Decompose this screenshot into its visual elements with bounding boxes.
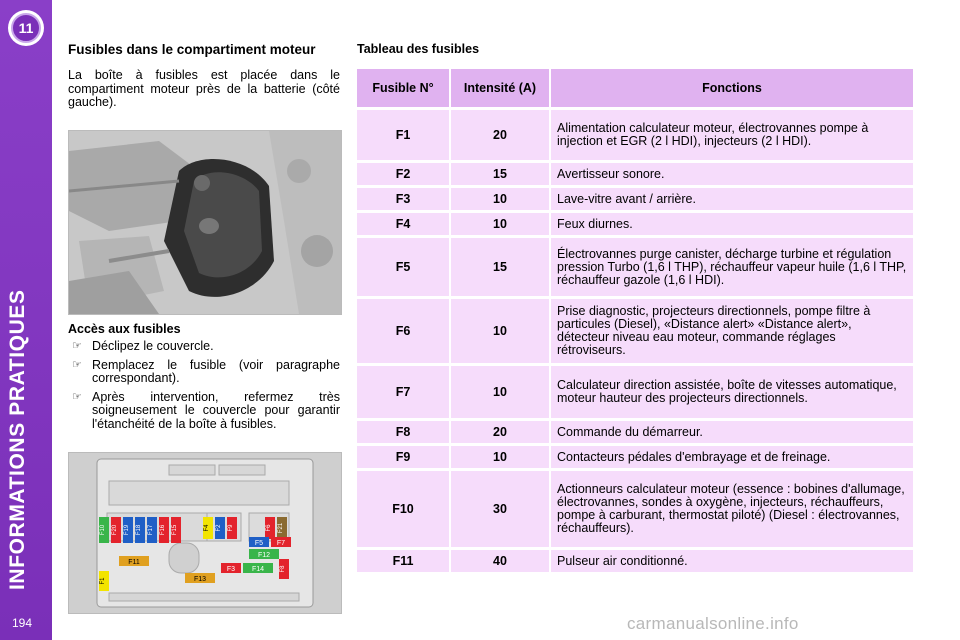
fuse-number: F3	[357, 188, 451, 210]
fuse-function: Électrovannes purge canister, décharge turbine et régulation pression Turbo (1,6 l THP), réchauffeur vapeur huile (1,6 l THP, réchauffeur gazole (1,6 l HDI).	[551, 238, 915, 296]
fuse-function: Commande du démarreur.	[551, 421, 915, 443]
table-header-row	[357, 69, 915, 107]
fuse-amperage: 10	[451, 188, 551, 210]
access-step: ☞ Remplacez le fusible (voir paragraphe correspondant).	[72, 357, 340, 385]
fuse-table	[357, 66, 915, 575]
svg-text:F16: F16	[160, 524, 166, 536]
fuse-rows	[357, 110, 915, 572]
fuse-f9	[227, 517, 237, 539]
fuse-number: F1	[357, 110, 451, 160]
svg-text:F11: F11	[128, 559, 140, 566]
fuse-f5	[249, 537, 269, 547]
fuse-f3	[221, 563, 241, 573]
svg-text:F5: F5	[254, 540, 264, 547]
table-row	[357, 471, 915, 547]
svg-text:F17: F17	[148, 524, 154, 536]
fuse-number: F11	[357, 550, 451, 572]
fuse-f6	[265, 517, 275, 539]
svg-text:F21: F21	[278, 522, 284, 534]
svg-text:F4: F4	[204, 524, 210, 532]
table-row	[357, 366, 915, 418]
svg-text:F2: F2	[216, 524, 222, 532]
fuse-amperage: 20	[451, 110, 551, 160]
svg-text:F15: F15	[172, 524, 178, 536]
table-row	[357, 446, 915, 468]
fuse-f8	[279, 559, 289, 579]
fuse-f15	[171, 517, 181, 543]
fuse-f4	[203, 517, 213, 539]
fuse-function: Prise diagnostic, projecteurs directionnels, pompe filtre à particules (Diesel), «Distance alert» «Distance alert», détecteur niveau eau moteur, commande réglages rétroviseurs.	[551, 299, 915, 363]
fuse-amperage: 30	[451, 471, 551, 547]
hand-arrow-icon: ☞	[72, 390, 82, 403]
fuse-amperage: 10	[451, 446, 551, 468]
fuse-f17	[147, 517, 157, 543]
access-steps	[68, 340, 340, 436]
svg-text:F1: F1	[100, 577, 106, 585]
table-row	[357, 213, 915, 235]
intro-paragraph: La boîte à fusibles est placée dans le compartiment moteur près de la batterie (côté gauche).	[68, 68, 340, 109]
fuse-box-illustration	[69, 453, 341, 613]
fuse-function: Contacteurs pédales d'embrayage et de freinage.	[551, 446, 915, 468]
section-title: Fusibles dans le compartiment moteur	[68, 42, 316, 57]
hand-arrow-icon: ☞	[72, 340, 82, 352]
fuse-f7	[271, 537, 291, 547]
table-title: Tableau des fusibles	[357, 42, 480, 56]
fuse-function: Feux diurnes.	[551, 213, 915, 235]
page-number: 194	[12, 616, 33, 630]
fuse-f11	[119, 556, 149, 566]
fuse-number: F6	[357, 299, 451, 363]
table-row	[357, 188, 915, 210]
fuse-f16	[159, 517, 169, 543]
fuse-f18	[135, 517, 145, 543]
table-row	[357, 550, 915, 572]
fuse-f19	[123, 517, 133, 543]
chapter-number: 11	[11, 13, 41, 43]
fuse-f1	[99, 571, 109, 591]
svg-text:F13: F13	[193, 576, 207, 583]
fuse-function: Alimentation calculateur moteur, électrovannes pompe à injection et EGR (2 l HDI), injecteurs (2 l HDI).	[551, 110, 915, 160]
intro-section	[68, 42, 340, 110]
svg-text:F10: F10	[100, 524, 106, 536]
fuse-f20	[111, 517, 121, 543]
header-fuse: Fusible N°	[357, 69, 451, 107]
svg-text:F7: F7	[276, 540, 286, 547]
fuse-f13	[185, 573, 215, 583]
fuse-amperage: 10	[451, 213, 551, 235]
fuse-number: F10	[357, 471, 451, 547]
table-row	[357, 163, 915, 185]
fuse-amperage: 10	[451, 366, 551, 418]
table-row	[357, 110, 915, 160]
access-title: Accès aux fusibles	[68, 322, 181, 336]
fuse-number: F9	[357, 446, 451, 468]
fuse-amperage: 40	[451, 550, 551, 572]
svg-text:F9: F9	[228, 524, 234, 532]
fuse-f21	[277, 517, 287, 539]
fuse-function: Pulseur air conditionné.	[551, 550, 915, 572]
table-row	[357, 238, 915, 296]
fuse-function: Actionneurs calculateur moteur (essence : bobines d'allumage, électrovannes, sondes à oxygène, injecteurs, réchauffeurs, pompe à carburant, thermostat piloté) (Diesel : électrovannes, réchauffeurs).	[551, 471, 915, 547]
engine-compartment-photo	[68, 130, 342, 315]
chapter-title: INFORMATIONS PRATIQUES	[6, 289, 29, 590]
chapter-badge	[8, 10, 44, 46]
fuse-number: F4	[357, 213, 451, 235]
hand-arrow-icon: ☞	[72, 358, 82, 371]
fuse-f2	[215, 517, 225, 539]
fuse-f10	[99, 517, 109, 543]
header-functions: Fonctions	[551, 69, 915, 107]
fuse-number: F8	[357, 421, 451, 443]
fuse-amperage: 10	[451, 299, 551, 363]
fuse-function: Calculateur direction assistée, boîte de vitesses automatique, moteur hauteur des projecteurs directionnels.	[551, 366, 915, 418]
fuse-number: F5	[357, 238, 451, 296]
fuse-function: Lave-vitre avant / arrière.	[551, 188, 915, 210]
access-step: ☞ Après intervention, refermez très soigneusement le couvercle pour garantir l'étanchéité de la boîte à fusibles.	[72, 389, 340, 431]
fuse-f12	[249, 549, 279, 559]
svg-text:F6: F6	[266, 524, 272, 532]
fuse-number: F7	[357, 366, 451, 418]
fuse-function: Avertisseur sonore.	[551, 163, 915, 185]
header-amp: Intensité (A)	[451, 69, 551, 107]
svg-text:F12: F12	[257, 552, 271, 559]
fuse-box-diagram	[68, 452, 342, 614]
table-row	[357, 299, 915, 363]
svg-text:F3: F3	[226, 566, 236, 573]
svg-text:F8: F8	[280, 565, 286, 573]
chapter-sidebar	[0, 0, 52, 640]
svg-text:F14: F14	[251, 566, 265, 573]
table-row	[357, 421, 915, 443]
engine-photo-illustration	[69, 131, 341, 314]
svg-text:F19: F19	[124, 524, 130, 536]
fuse-amperage: 20	[451, 421, 551, 443]
fuse-number: F2	[357, 163, 451, 185]
fuse-amperage: 15	[451, 163, 551, 185]
fuse-amperage: 15	[451, 238, 551, 296]
access-step: ☞ Déclipez le couvercle.	[72, 339, 214, 353]
svg-text:F18: F18	[136, 524, 142, 536]
fuse-f14	[243, 563, 273, 573]
svg-text:F20: F20	[112, 524, 118, 536]
watermark: carmanualsonline.info	[627, 614, 799, 633]
